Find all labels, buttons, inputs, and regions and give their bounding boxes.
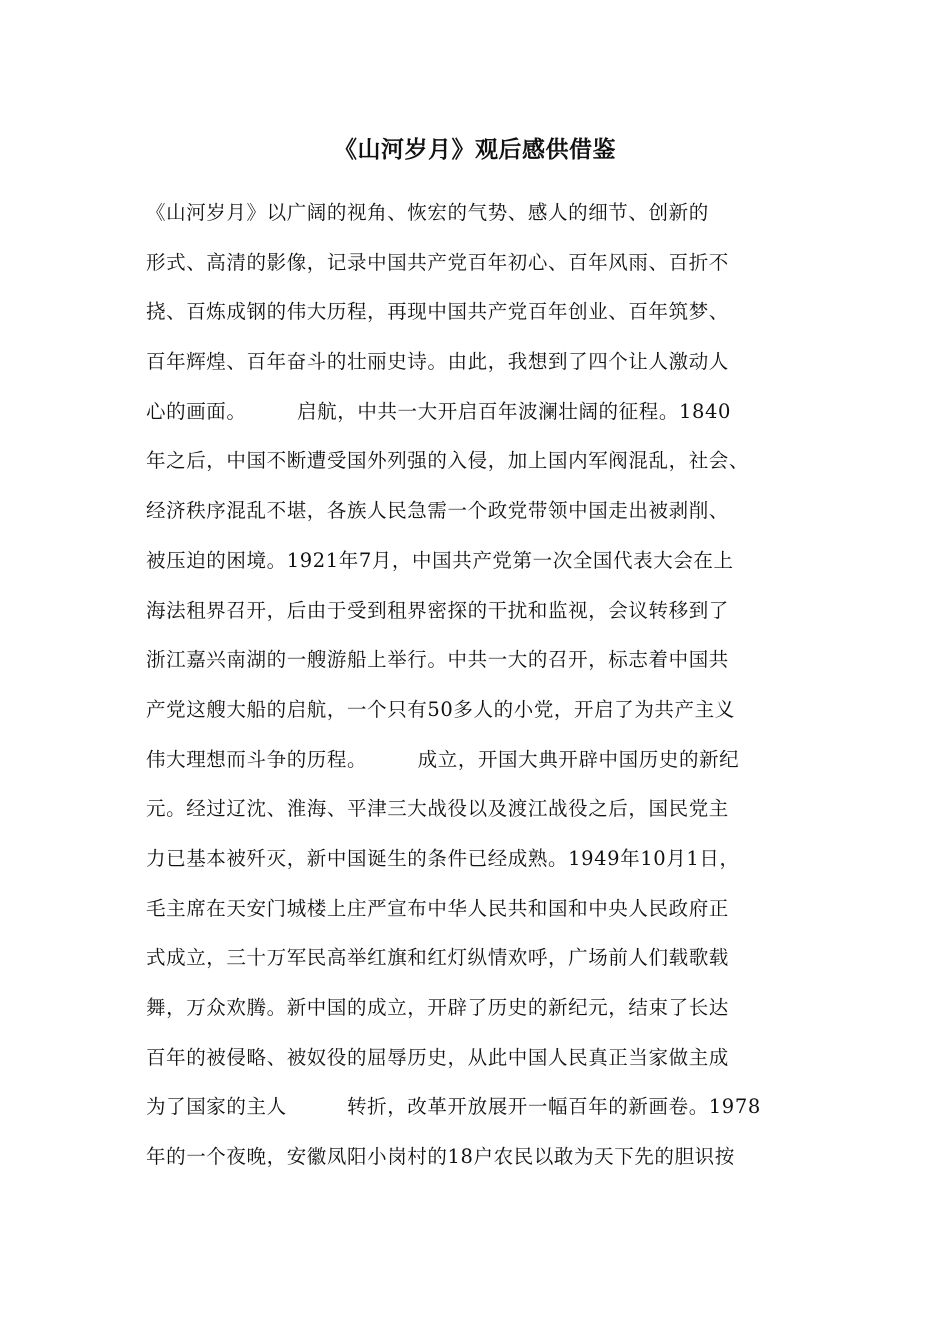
body-line: 年的一个夜晚，安徽凤阳小岗村的18户农民以敢为天下先的胆识按 [146,1145,735,1169]
document-body [146,188,816,1182]
body-line: 百年辉煌、百年奋斗的壮丽史诗。由此，我想到了四个让人激动人 [146,350,729,374]
body-line: 式成立，三十万军民高举红旗和红灯纵情欢呼，广场前人们载歌载 [146,946,729,970]
body-line: 舞，万众欢腾。新中国的成立，开辟了历史的新纪元，结束了长达 [146,996,729,1019]
body-line: 海法租界召开，后由于受到租界密探的干扰和监视，会议转移到了 [146,598,729,622]
body-line: 《山河岁月》以广阔的视角、恢宏的气势、感人的细节、创新的 [146,201,709,224]
body-line: 力已基本被歼灭，新中国诞生的条件已经成熟。1949年10月1日， [146,846,740,870]
body-line: 浙江嘉兴南湖的一艘游船上举行。中共一大的召开，标志着中国共 [146,648,729,672]
body-line: 经济秩序混乱不堪，各族人民急需一个政党带领中国走出被剥削、 [146,499,729,523]
body-line: 伟大理想而斗争的历程。 成立，开国大典开辟中国历史的新纪 [146,747,740,771]
body-line: 年之后，中国不断遭受国外列强的入侵，加上国内军阀混乱，社会、 [146,449,750,473]
body-line: 产党这艘大船的启航，一个只有50多人的小党，开启了为共产主义 [146,697,735,721]
body-line: 形式、高清的影像，记录中国共产党百年初心、百年风雨、百折不 [146,250,729,274]
body-line: 元。经过辽沈、淮海、平津三大战役以及渡江战役之后，国民党主 [146,797,729,821]
body-line: 被压迫的困境。1921年7月，中国共产党第一次全国代表大会在上 [146,548,734,572]
body-line: 毛主席在天安门城楼上庄严宣布中华人民共和国和中央人民政府正 [146,896,729,920]
body-line: 百年的被侵略、被奴役的屈辱历史，从此中国人民真正当家做主成 [146,1045,729,1069]
body-line: 心的画面。 启航，中共一大开启百年波澜壮阔的征程。1840 [146,399,731,423]
body-line: 挠、百炼成钢的伟大历程，再现中国共产党百年创业、百年筑梦、 [146,300,729,324]
body-line: 为了国家的主人 转折，改革开放展开一幅百年的新画卷。1978 [146,1095,761,1119]
document-title: 《山河岁月》观后感供借鉴 [334,136,616,163]
